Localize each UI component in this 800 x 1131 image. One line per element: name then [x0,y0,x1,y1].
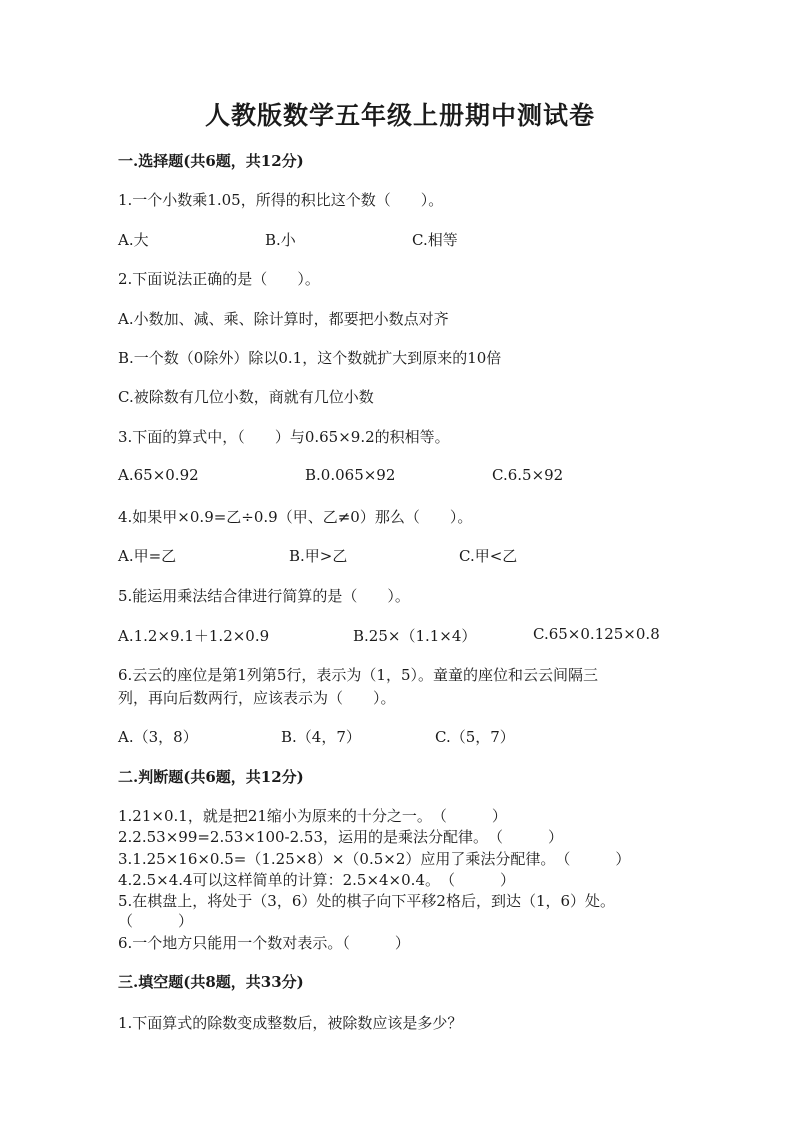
question-6: 6.云云的座位是第1列第5行，表示为（1，5）。童童的座位和云云间隔三 [118,666,598,684]
q5-option-b: B.25×（1.1×4） [353,627,477,645]
q6-option-b: B.（4，7） [281,728,361,746]
question-6-continued: 列，再向后数两行，应该表示为（ ）。 [118,689,396,707]
q6-option-c: C.（5，7） [435,728,515,746]
q2-option-a: A.小数加、减、乘、除计算时，都要把小数点对齐 [118,310,449,328]
q4-option-a: A.甲=乙 [118,547,177,565]
fill-1: 1.下面算式的除数变成整数后，被除数应该是多少？ [118,1014,463,1032]
q3-option-c: C.6.5×92 [492,466,564,484]
q4-option-b: B.甲>乙 [289,547,348,565]
question-1: 1.一个小数乘1.05，所得的积比这个数（ ）。 [118,191,444,209]
judgement-6: 6.一个地方只能用一个数对表示。（ ） [118,934,410,952]
q6-option-a: A.（3，8） [118,728,198,746]
page-title: 人教版数学五年级上册期中测试卷 [204,101,595,130]
q4-option-c: C.甲<乙 [459,547,518,565]
section-heading-fill: 三.填空题(共8题，共33分) [118,973,304,991]
q1-option-a: A.大 [118,231,149,249]
q3-option-a: A.65×0.92 [118,466,199,484]
judgement-1: 1.21×0.1，就是把21缩小为原来的十分之一。 （ ） [118,807,507,825]
judgement-5-bracket: （ ） [118,912,194,930]
question-2: 2.下面说法正确的是（ ）。 [118,270,320,288]
judgement-3: 3.1.25×16×0.5=（1.25×8）×（0.5×2）应用了乘法分配律。 （ ） [118,850,631,868]
q3-option-b: B.0.065×92 [305,466,396,484]
q2-option-b: B.一个数（0除外）除以0.1，这个数就扩大到原来的10倍 [118,349,502,367]
section-heading-choice: 一.选择题(共6题，共12分) [118,152,304,170]
q1-option-b: B.小 [265,231,296,249]
q5-option-c: C.65×0.125×0.8 [533,625,660,643]
judgement-4: 4.2.5×4.4可以这样简单的计算：2.5×4×0.4。 （ ） [118,871,515,889]
question-3: 3.下面的算式中，（ ）与0.65×9.2的积相等。 [118,428,450,446]
judgement-5: 5.在棋盘上，将处于（3，6）处的棋子向下平移2格后，到达（1，6）处。 [118,892,616,910]
question-4: 4.如果甲×0.9=乙÷0.9（甲、乙≠0）那么（ ）。 [118,508,473,526]
section-heading-judgement: 二.判断题(共6题，共12分) [118,768,304,786]
q2-option-c: C.被除数有几位小数，商就有几位小数 [118,388,374,406]
judgement-2: 2.2.53×99=2.53×100-2.53，运用的是乘法分配律。 （ ） [118,828,563,846]
q5-option-a: A.1.2×9.1＋1.2×0.9 [118,627,270,645]
q1-option-c: C.相等 [412,231,458,249]
question-5: 5.能运用乘法结合律进行简算的是（ ）。 [118,587,410,605]
